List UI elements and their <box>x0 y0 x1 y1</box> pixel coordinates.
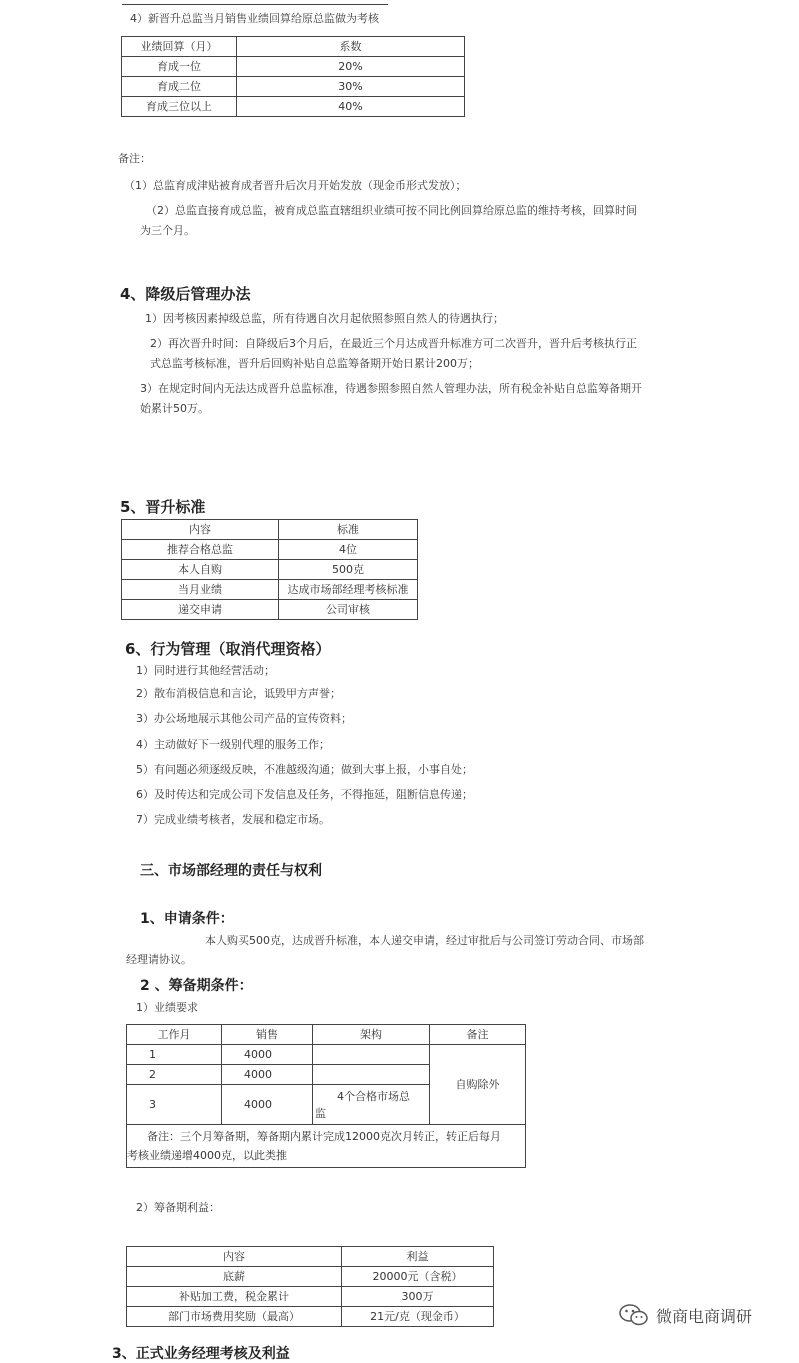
table-cell: 育成二位 <box>122 77 237 97</box>
table-cell: 本人自购 <box>122 560 279 580</box>
list-item: 6）及时传达和完成公司下发信息及任务，不得拖延，阻断信息传递； <box>136 788 473 801</box>
table-cell: 21元/克（现金币） <box>342 1307 494 1327</box>
list-item: 2）散布消极信息和言论，诋毁甲方声誉； <box>136 687 341 700</box>
footnote-line-b: 考核业绩递增4000克，以此类推 <box>127 1149 287 1162</box>
table-cell: 3 <box>127 1085 222 1125</box>
table-cell <box>313 1065 430 1085</box>
prep-sub-1: 1）业绩要求 <box>136 1001 198 1014</box>
struct-line-b: 监 <box>315 1106 326 1120</box>
footnote-cell <box>127 1125 526 1168</box>
table-header-row <box>122 37 465 57</box>
table-row <box>127 1045 526 1065</box>
table-row <box>122 57 465 77</box>
table-cell: 20% <box>237 57 465 77</box>
table-cell <box>313 1085 430 1125</box>
table-row <box>122 580 418 600</box>
list-item: 4）主动做好下一级别代理的服务工作； <box>136 738 330 751</box>
section-4-p2a: 2）再次晋升时间：自降级后3个月后，在最近三个月达成晋升标准方可二次晋升，晋升后考核执行正 <box>150 337 637 350</box>
table-cell: 育成三位以上 <box>122 97 237 117</box>
table-cell: 部门市场费用奖励（最高） <box>127 1307 342 1327</box>
remark-line-2a: （2）总监直接育成总监，被育成总监直辖组织业绩可按不同比例回算给原总监的维持考核，回算时间 <box>146 204 637 217</box>
table-cell: 1 <box>127 1045 222 1065</box>
section-4-p1: 1）因考核因素掉级总监，所有待遇自次月起依照参照自然人的待遇执行； <box>145 312 504 325</box>
remarks-title: 备注： <box>118 152 151 165</box>
table-row <box>127 1267 494 1287</box>
table-row <box>122 77 465 97</box>
list-item: 1）同时进行其他经营活动； <box>136 664 275 677</box>
list-item: 5）有问题必须逐级反映，不准越级沟通；做到大事上报，小事自处； <box>136 763 473 776</box>
table-header-row <box>122 520 418 540</box>
table-cell: 育成一位 <box>122 57 237 77</box>
performance-requirement-table <box>126 1024 526 1168</box>
table-cell: 4位 <box>279 540 418 560</box>
section-5-title: 5、晋升标准 <box>120 498 206 516</box>
apply-line-2: 经理请协议。 <box>126 953 192 966</box>
table-cell: 4000 <box>222 1045 313 1065</box>
table-cell: 4000 <box>222 1065 313 1085</box>
wechat-icon <box>618 1303 650 1327</box>
header-cell: 标准 <box>279 520 418 540</box>
header-cell: 利益 <box>342 1247 494 1267</box>
section-4-p3a: 3）在规定时间内无法达成晋升总监标准，待遇参照参照自然人管理办法，所有税金补贴自总监筹备期开 <box>140 382 642 395</box>
list-item: 7）完成业绩考核者，发展和稳定市场。 <box>136 813 330 826</box>
recalc-coefficient-table <box>121 36 465 117</box>
watermark <box>618 1303 752 1327</box>
header-cell: 内容 <box>122 520 279 540</box>
table-row <box>127 1307 494 1327</box>
table-cell <box>313 1045 430 1065</box>
table-cell: 达成市场部经理考核标准 <box>279 580 418 600</box>
section-4-p3b: 始累计50万。 <box>140 402 209 415</box>
table-row <box>122 560 418 580</box>
table-footnote-row <box>127 1125 526 1168</box>
table-cell: 推荐合格总监 <box>122 540 279 560</box>
list-item: 3）办公场地展示其他公司产品的宣传资料； <box>136 712 352 725</box>
part-3-title: 三、市场部经理的责任与权利 <box>140 863 322 879</box>
promotion-standard-table <box>121 519 418 620</box>
header-cell: 备注 <box>430 1025 526 1045</box>
apply-line-1: 本人购买500克，达成晋升标准，本人递交申请，经过审批后与公司签订劳动合同、市场部 <box>205 934 644 947</box>
table-row <box>122 600 418 620</box>
header-cell: 内容 <box>127 1247 342 1267</box>
header-cell: 业绩回算（月） <box>122 37 237 57</box>
table-header-row <box>127 1247 494 1267</box>
watermark-text: 微商电商调研 <box>656 1306 753 1326</box>
table-row <box>127 1287 494 1307</box>
table-header-row <box>127 1025 526 1045</box>
header-cell: 系数 <box>237 37 465 57</box>
table-cell: 30% <box>237 77 465 97</box>
section-4-p2b: 式总监考核标准，晋升后回购补贴自总监筹备期开始日累计200万； <box>150 357 479 370</box>
table-cell: 补贴加工费，税金累计 <box>127 1287 342 1307</box>
remark-line-2b: 为三个月。 <box>140 224 195 237</box>
section-6-title: 6、行为管理（取消代理资格） <box>125 640 331 658</box>
table-cell: 4000 <box>222 1085 313 1125</box>
prep-benefit-table <box>126 1246 494 1327</box>
table-row <box>122 97 465 117</box>
table-fragment-line <box>122 0 388 5</box>
table-cell: 当月业绩 <box>122 580 279 600</box>
remark-line-1: （1）总监育成津贴被育成者晋升后次月开始发放（现金币形式发放）； <box>124 179 467 192</box>
top-note: 4）新晋升总监当月销售业绩回算给原总监做为考核 <box>130 12 379 25</box>
cut-off-heading: 3、正式业务经理考核及利益 <box>112 1346 290 1362</box>
prep-sub-2: 2）筹备期利益： <box>136 1201 220 1214</box>
table-cell: 公司审核 <box>279 600 418 620</box>
table-cell: 底薪 <box>127 1267 342 1287</box>
apply-title: 1、申请条件： <box>140 911 234 927</box>
struct-line-a: 4个合格市场总 <box>337 1089 410 1103</box>
section-4-title: 4、降级后管理办法 <box>120 285 251 303</box>
header-cell: 架构 <box>313 1025 430 1045</box>
table-cell: 20000元（含税） <box>342 1267 494 1287</box>
header-cell: 工作月 <box>127 1025 222 1045</box>
table-cell: 2 <box>127 1065 222 1085</box>
header-cell: 销售 <box>222 1025 313 1045</box>
prep-title: 2 、筹备期条件： <box>140 978 253 994</box>
table-cell: 40% <box>237 97 465 117</box>
table-row <box>122 540 418 560</box>
merged-note-cell: 自购除外 <box>430 1045 526 1125</box>
footnote-line-a: 备注：三个月筹备期，筹备期内累计完成12000克次月转正，转正后每月 <box>147 1130 501 1143</box>
table-cell: 递交申请 <box>122 600 279 620</box>
table-cell: 500克 <box>279 560 418 580</box>
table-cell: 300万 <box>342 1287 494 1307</box>
